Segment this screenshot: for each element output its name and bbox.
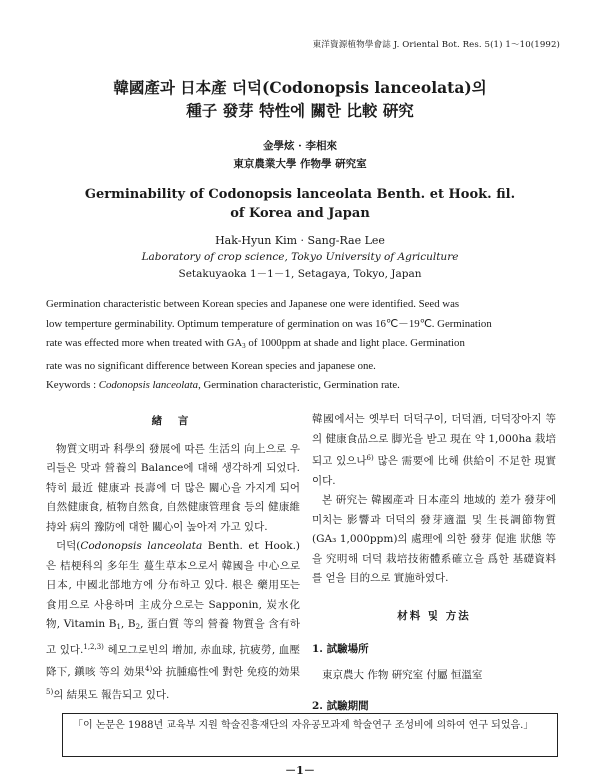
left-column bbox=[46, 412, 300, 705]
title-english-line1: Germinability of Codonopsis lanceolata Benth. et Hook. fil. bbox=[84, 187, 516, 202]
page-number: －1－ bbox=[285, 764, 315, 777]
paragraph: 東京農大 作物 硏究室 付屬 恒溫室 bbox=[322, 668, 483, 681]
paragraph: 더덕(Codonopsis lanceolata Benth. et Hook.)은 桔梗科의 多年生 蔓生草本으로서 韓國을 中心으로 日本, 中國北部地方에 分布하고 있다. 根은 藥用또는 食用으로 사용하며 主成分으로는 Sapponin, 炭水化物, Vitamin $B_1$, $B_2$, 蛋白質 等의 營養 物質을 含有하고 있다.$^{1,2,3)}$ 헤모그로빈의 增加, 赤血球, 抗疲勞, 血壓降下, 鎭咳 等의 効果$^{4)}$와 抗腫瘍性에 對한 免疫的効果$^{5)}$의 結果도 報告되고 있다. bbox=[46, 540, 300, 701]
title-english-line2: of Korea and Japan bbox=[230, 206, 370, 221]
authors-english: Hak-Hyun Kim · Sang-Rae Lee bbox=[215, 234, 385, 247]
journal-header: 東洋資源植物學會誌 J. Oriental Bot. Res. 5(1) 1～10(1992) bbox=[312, 40, 560, 50]
title-korean-line1: 韓國產과 日本產 더덕(Codonopsis lanceolata)의 bbox=[113, 78, 487, 97]
subsection-heading: 2. 試驗期間 bbox=[312, 700, 369, 712]
abstract-line: rate was effected more when treated with $GA_3$ of 1000ppm at shade and light place. Germination bbox=[46, 337, 465, 351]
keywords: Keywords : Codonopsis lanceolata, Germination characteristic, Germination rate. bbox=[46, 379, 400, 392]
title-korean-line2: 種子 發芽 特性에 關한 比較 硏究 bbox=[186, 101, 414, 120]
paragraph: 物質文明과 科學의 發展에 따른 生活의 向上으로 우리들은 맛과 營養의 Balance에 대해 생각하게 되었다. 特히 最近 健康과 長壽에 더 많은 關心을 가지게 되어 自然健康食, 植物自然食, 自然健康管理食 등의 健康維持와 病의 豫防에 대한 關心이 높아져 가고 있다. bbox=[46, 442, 300, 533]
affiliation-korean: 東京農業大學 作物學 硏究室 bbox=[233, 158, 367, 170]
abstract-line: Germination characteristic between Korean species and Japanese one were identified. Seed was bbox=[46, 298, 460, 310]
subsection-heading: 1. 試驗場所 bbox=[312, 643, 369, 655]
abstract bbox=[46, 295, 552, 396]
paragraph: 韓國에서는 옛부터 더덕구이, 더덕酒, 더덕장아지 等의 健康食品으로 脚光을 받고 現在 약 1,000ha 栽培되고 있으나$^{6)}$ 많은 需要에 比해 供給이 不足한 現實이다. bbox=[312, 413, 556, 487]
right-column bbox=[312, 410, 556, 717]
funding-footnote: 「이 논문은 1988년 교육부 지원 학술진흥재단의 자유공모과제 학술연구 조성비에 의하여 연구 되었음.」 bbox=[62, 713, 558, 757]
paragraph: 본 硏究는 韓國產과 日本產의 地域的 差가 發芽에 미치는 影響과 더덕의 發芽適溫 및 生長調節物質(GA₃ 1,000ppm)의 處理에 의한 發芽 促進 狀態 等을 究明해 더덕 栽培技術體系確立을 爲한 基礎資料를 얻을 目的으로 實施하였다. bbox=[312, 494, 556, 584]
address-english: Setakuyaoka 1－1－1, Setagaya, Tokyo, Japan bbox=[178, 268, 422, 280]
affiliation-english: Laboratory of crop science, Tokyo University of Agriculture bbox=[141, 251, 459, 263]
section-heading-introduction: 緖 言 bbox=[151, 415, 195, 427]
authors-korean: 金學炫 · 李相來 bbox=[263, 140, 337, 152]
abstract-line: low temperture germinability. Optimum temperature of germination on was 16℃－19℃. Germination bbox=[46, 317, 492, 330]
section-heading-materials: 材料 및 方法 bbox=[397, 609, 471, 622]
abstract-line: rate was no significant difference between Korean species and japanese one. bbox=[46, 359, 376, 372]
